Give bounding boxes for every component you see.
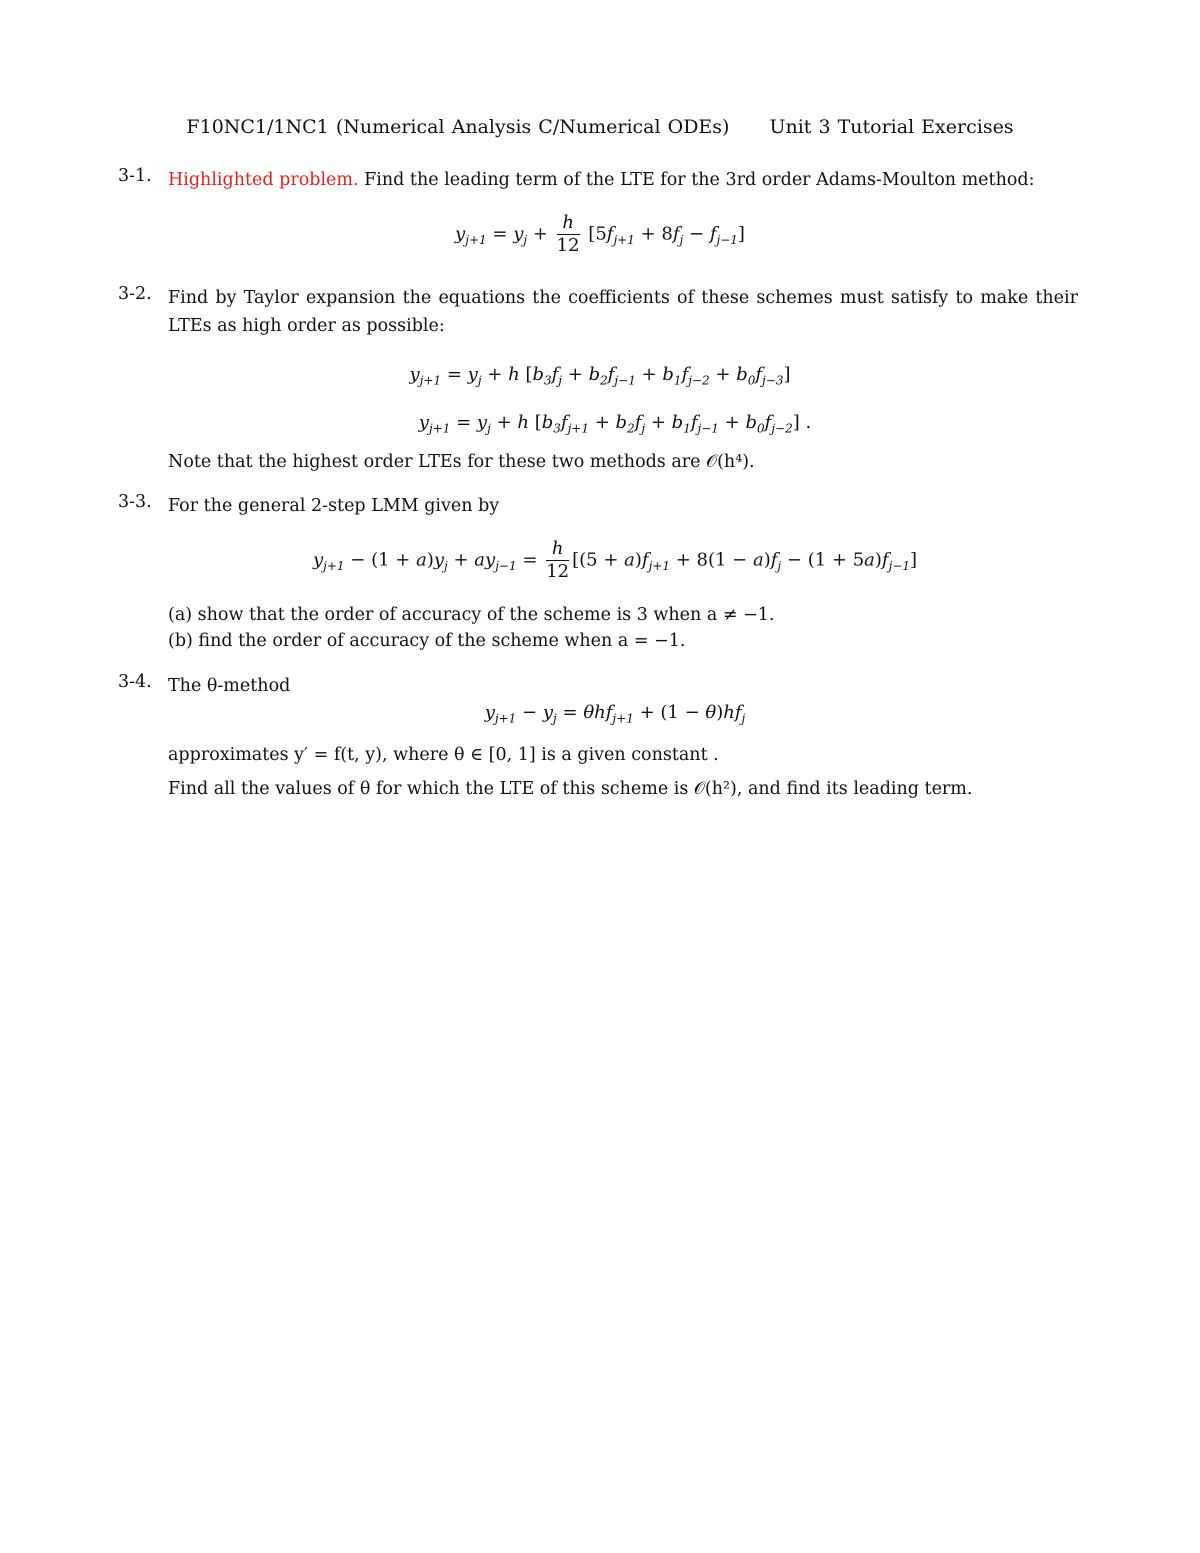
problem-number: 3-2. [118, 284, 152, 304]
find-line: Find all the values of θ for which the LTE of this scheme is 𝒪(h²), and find its leading term. [168, 779, 973, 799]
approximates-line: approximates y′ = f(t, y), where θ ∈ [0, 1] is a given constant . [168, 745, 719, 765]
problem-3-3 [118, 492, 1078, 520]
problem-3-4-lines [118, 738, 1078, 806]
equation-general-lmm: $y_{j+1} - (1 + a)y_j + ay_{j-1}$ = $\frac{h}{12}$ $[(5 + a)f_{j+1} + 8(1 - a)f_j - (1 + 5a)f_{j-1}]$ [312, 538, 918, 582]
note-text: Note that the highest order LTEs for these two methods are 𝒪(h⁴). [168, 452, 755, 472]
problem-3-2 [118, 284, 1078, 340]
problem-text: For the general 2-step LMM given by [168, 496, 500, 516]
highlighted-label: Highlighted problem. [168, 170, 359, 190]
unit-title: Unit 3 Tutorial Exercises [769, 116, 1014, 138]
part-b: (b) find the order of accuracy of the scheme when a = −1. [168, 631, 686, 651]
problem-text: Find the leading term of the LTE for the 3rd order Adams-Moulton method: [364, 170, 1035, 190]
problem-number: 3-4. [118, 672, 152, 692]
problem-number: 3-3. [118, 492, 152, 512]
page-header [0, 116, 1200, 138]
problem-3-1 [118, 166, 1078, 194]
equation-explicit-scheme: $y_{j+1} = y_j + h$ $[b_3f_j + b_2f_{j-1} + b_1f_{j-2} + b_0f_{j-3}]$ [409, 364, 791, 388]
equation-adams-moulton: $y_{j+1} = y_j$ + $\frac{h}{12}$ $[5f_{j+1} + 8f_j - f_{j-1}]$ [455, 212, 745, 256]
equation-theta-method: $y_{j+1} - y_j = \theta hf_{j+1} + (1 - \theta)hf_j$ [484, 702, 746, 726]
problem-3-3-parts [118, 602, 1078, 654]
problem-text: The θ-method [168, 676, 291, 696]
problem-3-4 [118, 672, 1078, 700]
equation-implicit-scheme: $y_{j+1} = y_j + h$ $[b_3f_{j+1} + b_2f_j + b_1f_{j-1} + b_0f_{j-2}]$ . [418, 412, 812, 436]
course-title: F10NC1/1NC1 (Numerical Analysis C/Numerical ODEs) [186, 116, 730, 138]
problem-3-2-note [118, 448, 1078, 476]
problem-number: 3-1. [118, 166, 152, 186]
problem-text: Find by Taylor expansion the equations the coefficients of these schemes must satisfy to make their LTEs as high order as possible: [168, 288, 1078, 336]
part-a: (a) show that the order of accuracy of the scheme is 3 when a ≠ −1. [168, 605, 775, 625]
